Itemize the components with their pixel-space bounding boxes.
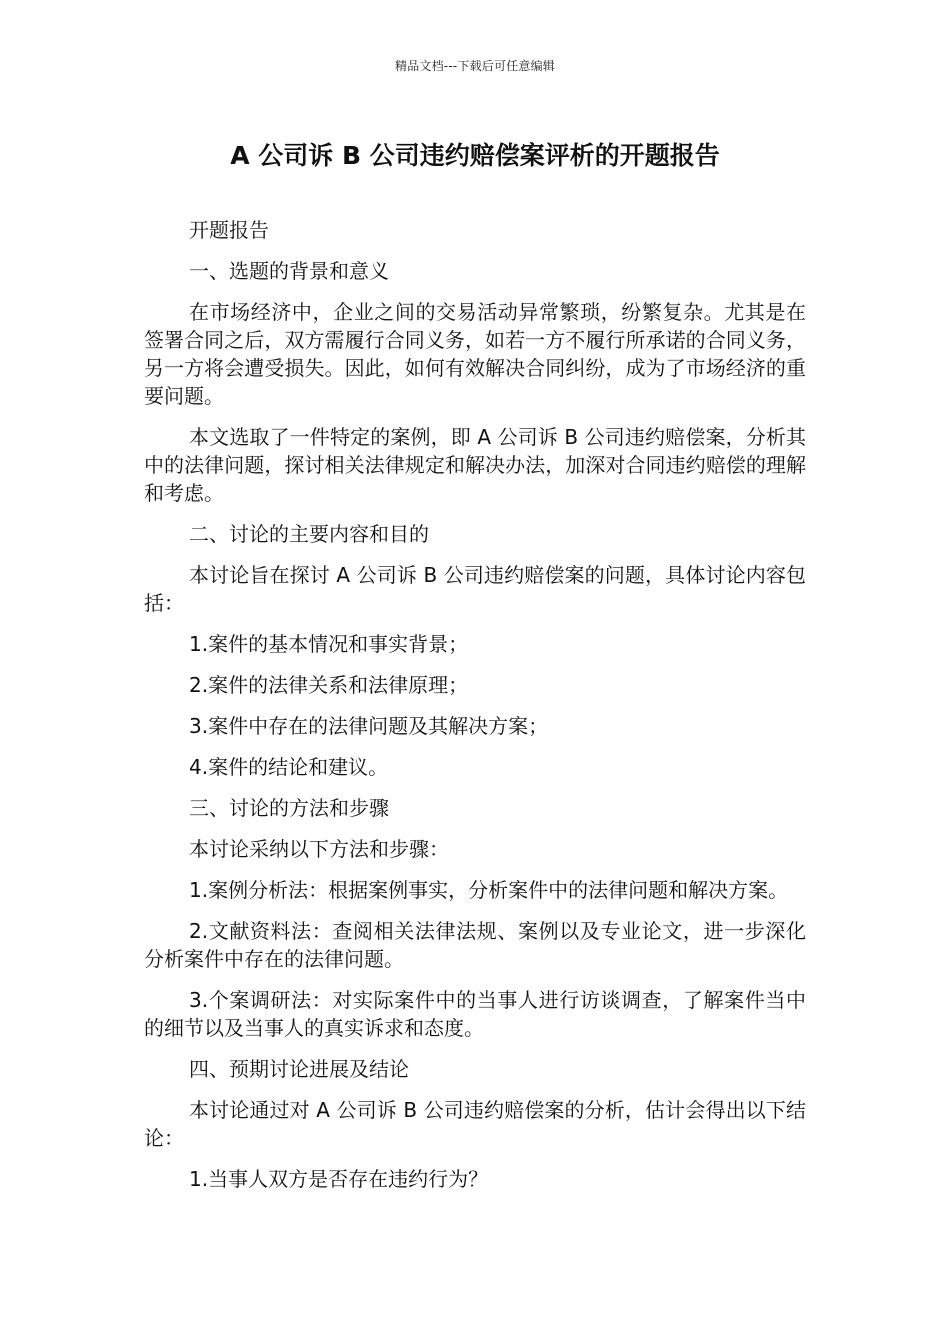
section-label-report: 开题报告 — [189, 218, 269, 242]
section-heading-expected: 四、预期讨论进展及结论 — [189, 1057, 409, 1081]
list-item-method-3: 3.个案调研法：对实际案件中的当事人进行访谈调查，了解案件当中的细节以及当事人的真实诉求和态度。 — [144, 988, 806, 1040]
document-title: A 公司诉 B 公司违约赔偿案评析的开题报告 — [230, 141, 720, 170]
paragraph-background-2: 本文选取了一件特定的案例，即 A 公司诉 B 公司违约赔偿案，分析其中的法律问题，探讨相关法律规定和解决办法，加深对合同违约赔偿的理解和考虑。 — [144, 425, 806, 505]
paragraph-expected-intro: 本讨论通过对 A 公司诉 B 公司违约赔偿案的分析，估计会得出以下结论： — [144, 1098, 806, 1150]
section-heading-background: 一、选题的背景和意义 — [189, 259, 389, 283]
section-heading-content: 二、讨论的主要内容和目的 — [189, 522, 429, 546]
list-item-expected-1: 1.当事人双方是否存在违约行为？ — [189, 1167, 489, 1191]
list-item-content-2: 2.案件的法律关系和法律原理； — [189, 673, 469, 697]
list-item-method-2: 2.文献资料法：查阅相关法律法规、案例以及专业论文，进一步深化分析案件中存在的法律问题。 — [144, 919, 806, 971]
list-item-content-4: 4.案件的结论和建议。 — [189, 755, 389, 779]
list-item-content-1: 1.案件的基本情况和事实背景； — [189, 632, 469, 656]
paragraph-methods-intro: 本讨论采纳以下方法和步骤： — [189, 837, 449, 861]
section-heading-methods: 三、讨论的方法和步骤 — [189, 796, 389, 820]
document-body — [144, 216, 806, 1206]
paragraph-background-1: 在市场经济中，企业之间的交易活动异常繁琐，纷繁复杂。尤其是在签署合同之后，双方需履行合同义务，如若一方不履行所承诺的合同义务，另一方将会遭受损失。因此，如何有效解决合同纠纷，成为了市场经济的重要问题。 — [144, 300, 806, 408]
paragraph-content-intro: 本讨论旨在探讨 A 公司诉 B 公司违约赔偿案的问题，具体讨论内容包括： — [144, 563, 806, 615]
list-item-content-3: 3.案件中存在的法律问题及其解决方案； — [189, 714, 549, 738]
page-header-note: 精品文档---下载后可任意编辑 — [395, 59, 555, 73]
list-item-method-1: 1.案例分析法：根据案例事实，分析案件中的法律问题和解决方案。 — [189, 878, 789, 902]
